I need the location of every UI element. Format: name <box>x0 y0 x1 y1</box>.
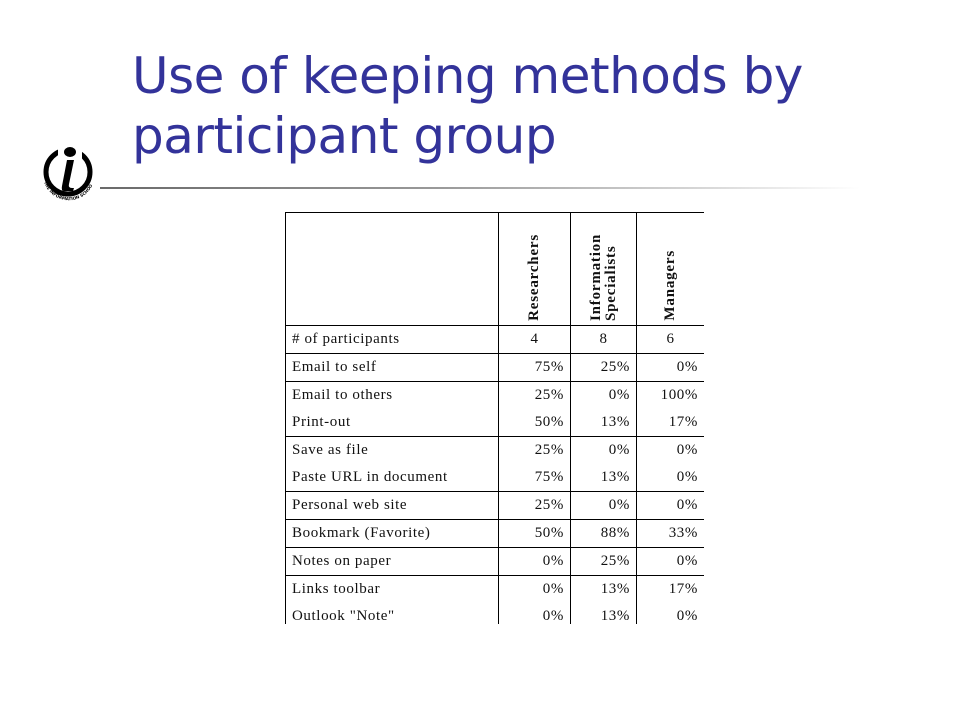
slide-title: Use of keeping methods by participant group <box>132 47 803 165</box>
cell-value: 0% <box>571 492 637 520</box>
cell-value: 0% <box>571 382 637 410</box>
table-row <box>286 382 705 410</box>
column-header-managers: Managers <box>637 213 705 326</box>
table-row <box>286 464 705 492</box>
cell-value: 75% <box>499 354 571 382</box>
cell-value: 88% <box>571 520 637 548</box>
table-row <box>286 548 705 576</box>
row-label: Outlook "Note" <box>286 603 499 624</box>
cell-value: 17% <box>637 409 705 437</box>
table-row <box>286 576 705 604</box>
cell-value: 75% <box>499 464 571 492</box>
cell-value: 13% <box>571 576 637 604</box>
cell-value: 0% <box>499 548 571 576</box>
cell-value: 6 <box>637 326 705 354</box>
row-label: Bookmark (Favorite) <box>286 520 499 548</box>
cell-value: 50% <box>499 409 571 437</box>
header-corner <box>286 213 499 326</box>
cell-value: 13% <box>571 603 637 624</box>
cell-value: 0% <box>637 548 705 576</box>
keeping-methods-table <box>285 212 704 624</box>
cell-value: 0% <box>637 464 705 492</box>
cell-value: 0% <box>637 492 705 520</box>
cell-value: 17% <box>637 576 705 604</box>
information-school-logo-icon <box>36 140 104 208</box>
cell-value: 25% <box>499 492 571 520</box>
cell-value: 13% <box>571 464 637 492</box>
cell-value: 50% <box>499 520 571 548</box>
table-row-participants <box>286 326 705 354</box>
row-label: Email to others <box>286 382 499 410</box>
table-header-row <box>286 213 705 326</box>
row-label: Links toolbar <box>286 576 499 604</box>
cell-value: 13% <box>571 409 637 437</box>
cell-value: 0% <box>637 603 705 624</box>
logo-text: THE INFORMATION SCHOO <box>43 180 94 202</box>
table-row <box>286 354 705 382</box>
row-label: # of participants <box>286 326 499 354</box>
row-label: Personal web site <box>286 492 499 520</box>
cell-value: 8 <box>571 326 637 354</box>
cell-value: 25% <box>499 437 571 465</box>
row-label: Email to self <box>286 354 499 382</box>
cell-value: 25% <box>499 382 571 410</box>
table-row <box>286 520 705 548</box>
cell-value: 33% <box>637 520 705 548</box>
title-divider <box>100 187 860 189</box>
cell-value: 0% <box>571 437 637 465</box>
table-row <box>286 492 705 520</box>
row-label: Print-out <box>286 409 499 437</box>
row-label: Paste URL in document <box>286 464 499 492</box>
row-label: Save as file <box>286 437 499 465</box>
cell-value: 4 <box>499 326 571 354</box>
table-row <box>286 409 705 437</box>
cell-value: 0% <box>499 603 571 624</box>
cell-value: 0% <box>499 576 571 604</box>
column-header-researchers: Researchers <box>499 213 571 326</box>
column-header-information-specialists: Information Specialists <box>571 213 637 326</box>
cell-value: 100% <box>637 382 705 410</box>
cell-value: 0% <box>637 437 705 465</box>
table-row <box>286 437 705 465</box>
cell-value: 25% <box>571 548 637 576</box>
row-label: Notes on paper <box>286 548 499 576</box>
cell-value: 25% <box>571 354 637 382</box>
cell-value: 0% <box>637 354 705 382</box>
table-row <box>286 603 705 624</box>
